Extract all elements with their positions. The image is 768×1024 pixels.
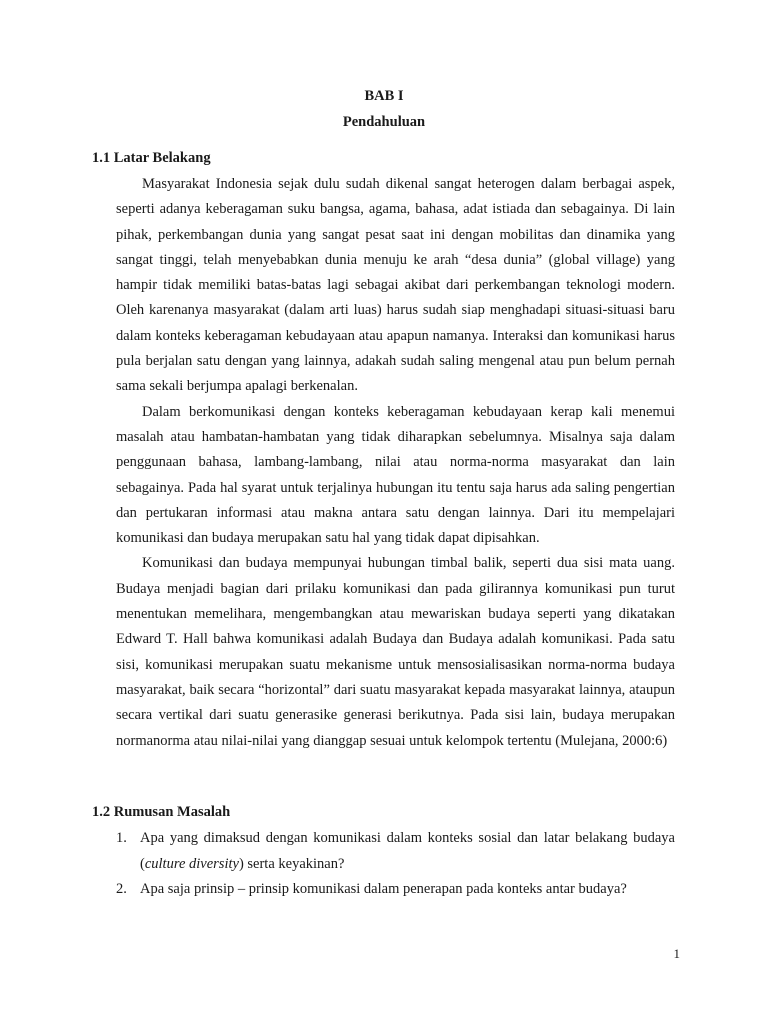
list-item — [116, 877, 675, 903]
chapter-title: Pendahuluan — [342, 114, 426, 130]
page-number: 1 — [673, 946, 680, 961]
section-body-latar-belakang — [116, 172, 675, 754]
italic-term: culture diversity — [144, 855, 239, 872]
paragraph: Dalam berkomunikasi dengan konteks keberagaman kebudayaan kerap kali menemui masalah atau hambatan-hambatan yang tidak diharapkan sebelumnya. Misalnya saja dalam penggunaan bahasa, lambang-lambang, nilai atau norma-norma masyarakat dan lain sebagainya. Pada hal syarat untuk terjalinya hubungan itu tentu saja harus ada saling pengertian dan pertukaran informasi atau makna antara satu dengan lainnya. Dari itu mempelajari komunikasi dan budaya merupakan satu hal yang tidak dapat dipisahkan. — [116, 403, 675, 547]
paragraph: Komunikasi dan budaya mempunyai hubungan timbal balik, seperti dua sisi mata uang. Budaya menjadi bagian dari prilaku komunikasi dan pada gilirannya komunikasi pun turut menentukan memelihara, mengembangkan atau mewariskan budaya seperti yang dikatakan Edward T. Hall bahwa komunikasi adalah Budaya dan Budaya adalah komunikasi. Pada satu sisi, komunikasi merupakan suatu mekanisme untuk mensosialisasikan norma-norma budaya masyarakat, baik secara “horizontal” dari suatu masyarakat kepada masyarakat lainnya, ataupun secara vertikal dari suatu generasike generasi berikutnya. Pada sisi lain, budaya merupakan normanorma atau nilai-nilai yang dianggap sesuai untuk kelompok tertentu (Mulejana, 2000:6) — [116, 555, 675, 749]
paragraph: Masyarakat Indonesia sejak dulu sudah dikenal sangat heterogen dalam berbagai aspek, seperti adanya keberagaman suku bangsa, agama, bahasa, adat istiada dan sebagainya. Di lain pihak, perkembangan dunia yang sangat pesat saat ini dengan mobilitas dan dinamika yang sangat tinggi, telah menyebabkan dunia menuju ke arah “desa dunia” (global village) yang hampir tidak memiliki batas-batas lagi sebagai akibat dari perkembangan teknologi modern. Oleh karenanya masyarakat (dalam arti luas) harus sudah siap menghadapi situasi-situasi baru dalam konteks keberagaman kebudayaan atau apapun namanya. Interaksi dan komunikasi harus pula berjalan satu dengan yang lainnya, adakah sudah saling mengenal atau pun belum pernah sama sekali berjumpa apalagi berkenalan. — [116, 176, 675, 395]
list-item-text: Apa yang dimaksud dengan komunikasi dalam konteks sosial dan latar belakang budaya (culture diversity) serta keyakinan? — [140, 830, 675, 872]
list-item — [116, 826, 675, 877]
section-heading-latar-belakang: 1.1 Latar Belakang — [92, 150, 211, 166]
chapter-number: BAB I — [364, 88, 404, 104]
problem-list — [116, 826, 675, 903]
list-item-text: Apa saja prinsip – prinsip komunikasi dalam penerapan pada konteks antar budaya? — [140, 881, 627, 897]
section-heading-rumusan-masalah: 1.2 Rumusan Masalah — [92, 804, 231, 820]
list-item-number: 1. — [116, 830, 127, 846]
list-item-number: 2. — [116, 881, 127, 897]
